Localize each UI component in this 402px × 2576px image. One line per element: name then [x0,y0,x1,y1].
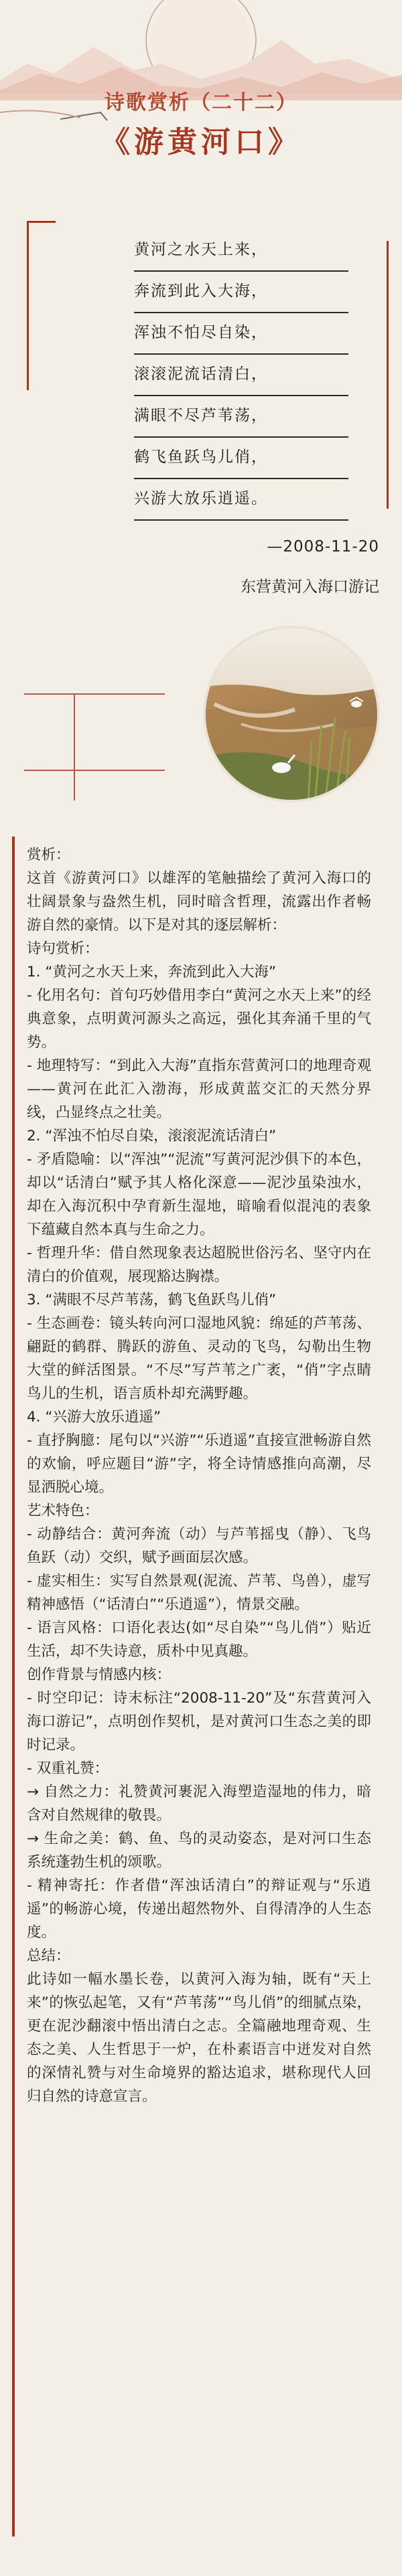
yellow-river-photo [201,624,382,804]
analysis-paragraph: - 动静结合：黄河奔流（动）与芦苇摇曳（静）、飞鸟鱼跃（动）交织，赋予画面层次感。 [27,1526,371,1566]
analysis-paragraph: - 精神寄托：作者借“浑浊话清白”的辩证观与“乐逍遥”的畅游心境，传递出超然物外、自得清净的人生态度。 [27,1877,371,1941]
analysis-heading: 总结： [27,1948,70,1964]
analysis-paragraph: 3. “满眼不尽芦苇荡，鹤飞鱼跃鸟儿俏” [27,1292,277,1308]
analysis-paragraph: → 自然之力：礼赞黄河裹泥入海塑造湿地的伟力，暗含对自然规律的敬畏。 [27,1784,371,1824]
analysis-section [12,837,383,2537]
poem-frame-left [27,221,56,390]
divider-line [24,693,165,695]
poem-frame-right [387,241,389,509]
analysis-heading: 诗句赏析： [27,940,99,957]
photo-section [0,616,402,837]
river-wetland-image-icon [201,624,382,804]
analysis-paragraph: - 化用名句：首句巧妙借用李白“黄河之水天上来”的经典意象，点明黄河源头之高远，强化其奔涌千里的气势。 [27,987,371,1051]
poem-line: 浑浊不怕尽自染， [134,312,348,355]
analysis-paragraph: 1. “黄河之水天上来，奔流到此入大海” [27,964,277,980]
page-bottom-spacer [0,2537,402,2563]
analysis-paragraph: 这首《游黄河口》以雄浑的笔触描绘了黄河入海口的壮阔景象与盎然生机，同时暗含哲理，流露出作者畅游自然的豪情。以下是对其的逐层解析： [27,870,371,934]
poem-section [0,201,402,616]
poem-line: 黄河之水天上来， [134,229,348,272]
analysis-paragraph: - 生态画卷：镜头转向河口湿地风貌：绵延的芦苇荡、翩跹的鹤群、腾跃的游鱼、灵动的飞鸟，勾勒出生物大堂的鲜活图景。“不尽”写芦苇之广袤，“俏”字点睛鸟儿的生机，语言质朴却充满野趣。 [27,1315,371,1402]
series-title: 诗歌赏析（二十二） [105,91,297,114]
poem-line: 满眼不尽芦苇荡， [134,395,348,438]
analysis-paragraph: 4. “兴游大放乐逍遥” [27,1409,161,1426]
poem-line: 兴游大放乐逍遥。 [134,478,348,521]
analysis-paragraph: - 虚实相生：实写自然景观(泥流、芦苇、鸟兽），虚写精神感悟（“话清白”“乐逍遥”），情景交融。 [27,1573,371,1613]
analysis-paragraph: - 直抒胸臆：尾句以“兴游”“乐逍遥”直接宣泄畅游自然的欢愉，呼应题目“游”字，将全诗情感推向高潮，尽显洒脱心境。 [27,1432,371,1496]
analysis-body [27,843,371,2108]
analysis-paragraph: 2. “浑浊不怕尽自染，滚滚泥流话清白” [27,1128,277,1144]
analysis-paragraph: - 矛盾隐喻：以“浑浊”“泥流”写黄河泥沙俱下的本色，却以“话清白”赋予其人格化深意——泥沙虽染浊水，却在入海沉积中孕育新生湿地，暗喻看似混沌的表象下蕴藏自然本真与生命之力。 [27,1151,371,1238]
page-title: 《游黄河口》 [100,125,302,159]
analysis-heading: 创作背景与情感内核： [27,1666,172,1683]
analysis-paragraph: 此诗如一幅水墨长卷，以黄河入海为轴，既有“天上来”的恢弘起笔，又有“芦苇荡”“鸟儿俏”的细腻点染，更在泥沙翻滚中悟出清白之志。全篇融地理奇观、生态之美、人生哲思于一炉，在朴素语言中迸发对自然的深情礼赞与对生命境界的豁达追求，堪称现代人回归自然的诗意宣言。 [27,1971,371,2105]
poem-line: 滚滚泥流话清白， [134,353,348,396]
divider-line [24,770,165,771]
poem-date: —2008-11-20 [267,538,379,555]
analysis-heading: 艺术特色： [27,1502,99,1519]
poem-place: 东营黄河入海口游记 [241,578,379,596]
analysis-heading: 赏析： [27,847,70,863]
analysis-paragraph: - 语言风格：口语化表达(如“尽自染”“鸟儿俏”）贴近生活，却不失诗意，质朴中见真趣。 [27,1620,371,1660]
analysis-paragraph: - 哲理升华：借自然现象表达超脱世俗污名、坚守内在清白的价值观，展现豁达胸襟。 [27,1245,371,1285]
poem-line: 鹤飞鱼跃鸟儿俏， [134,436,348,479]
poem-line: 奔流到此入大海， [134,270,348,313]
analysis-paragraph: → 生命之美：鹤、鱼、鸟的灵动姿态，是对河口生态系统蓬勃生机的颂歌。 [27,1830,371,1871]
divider-line [74,693,75,800]
analysis-paragraph: - 地理特写：“到此入大海”直指东营黄河口的地理奇观——黄河在此汇入渤海，形成黄蓝交汇的天然分界线，凸显终点之壮美。 [27,1057,371,1121]
analysis-paragraph: - 时空印记：诗末标注“2008-11-20”及“东营黄河入海口游记”，点明创作契机，是对黄河口生态之美的即时记录。 [27,1690,371,1753]
header-banner [0,0,402,201]
analysis-paragraph: - 双重礼赞： [27,1760,109,1777]
